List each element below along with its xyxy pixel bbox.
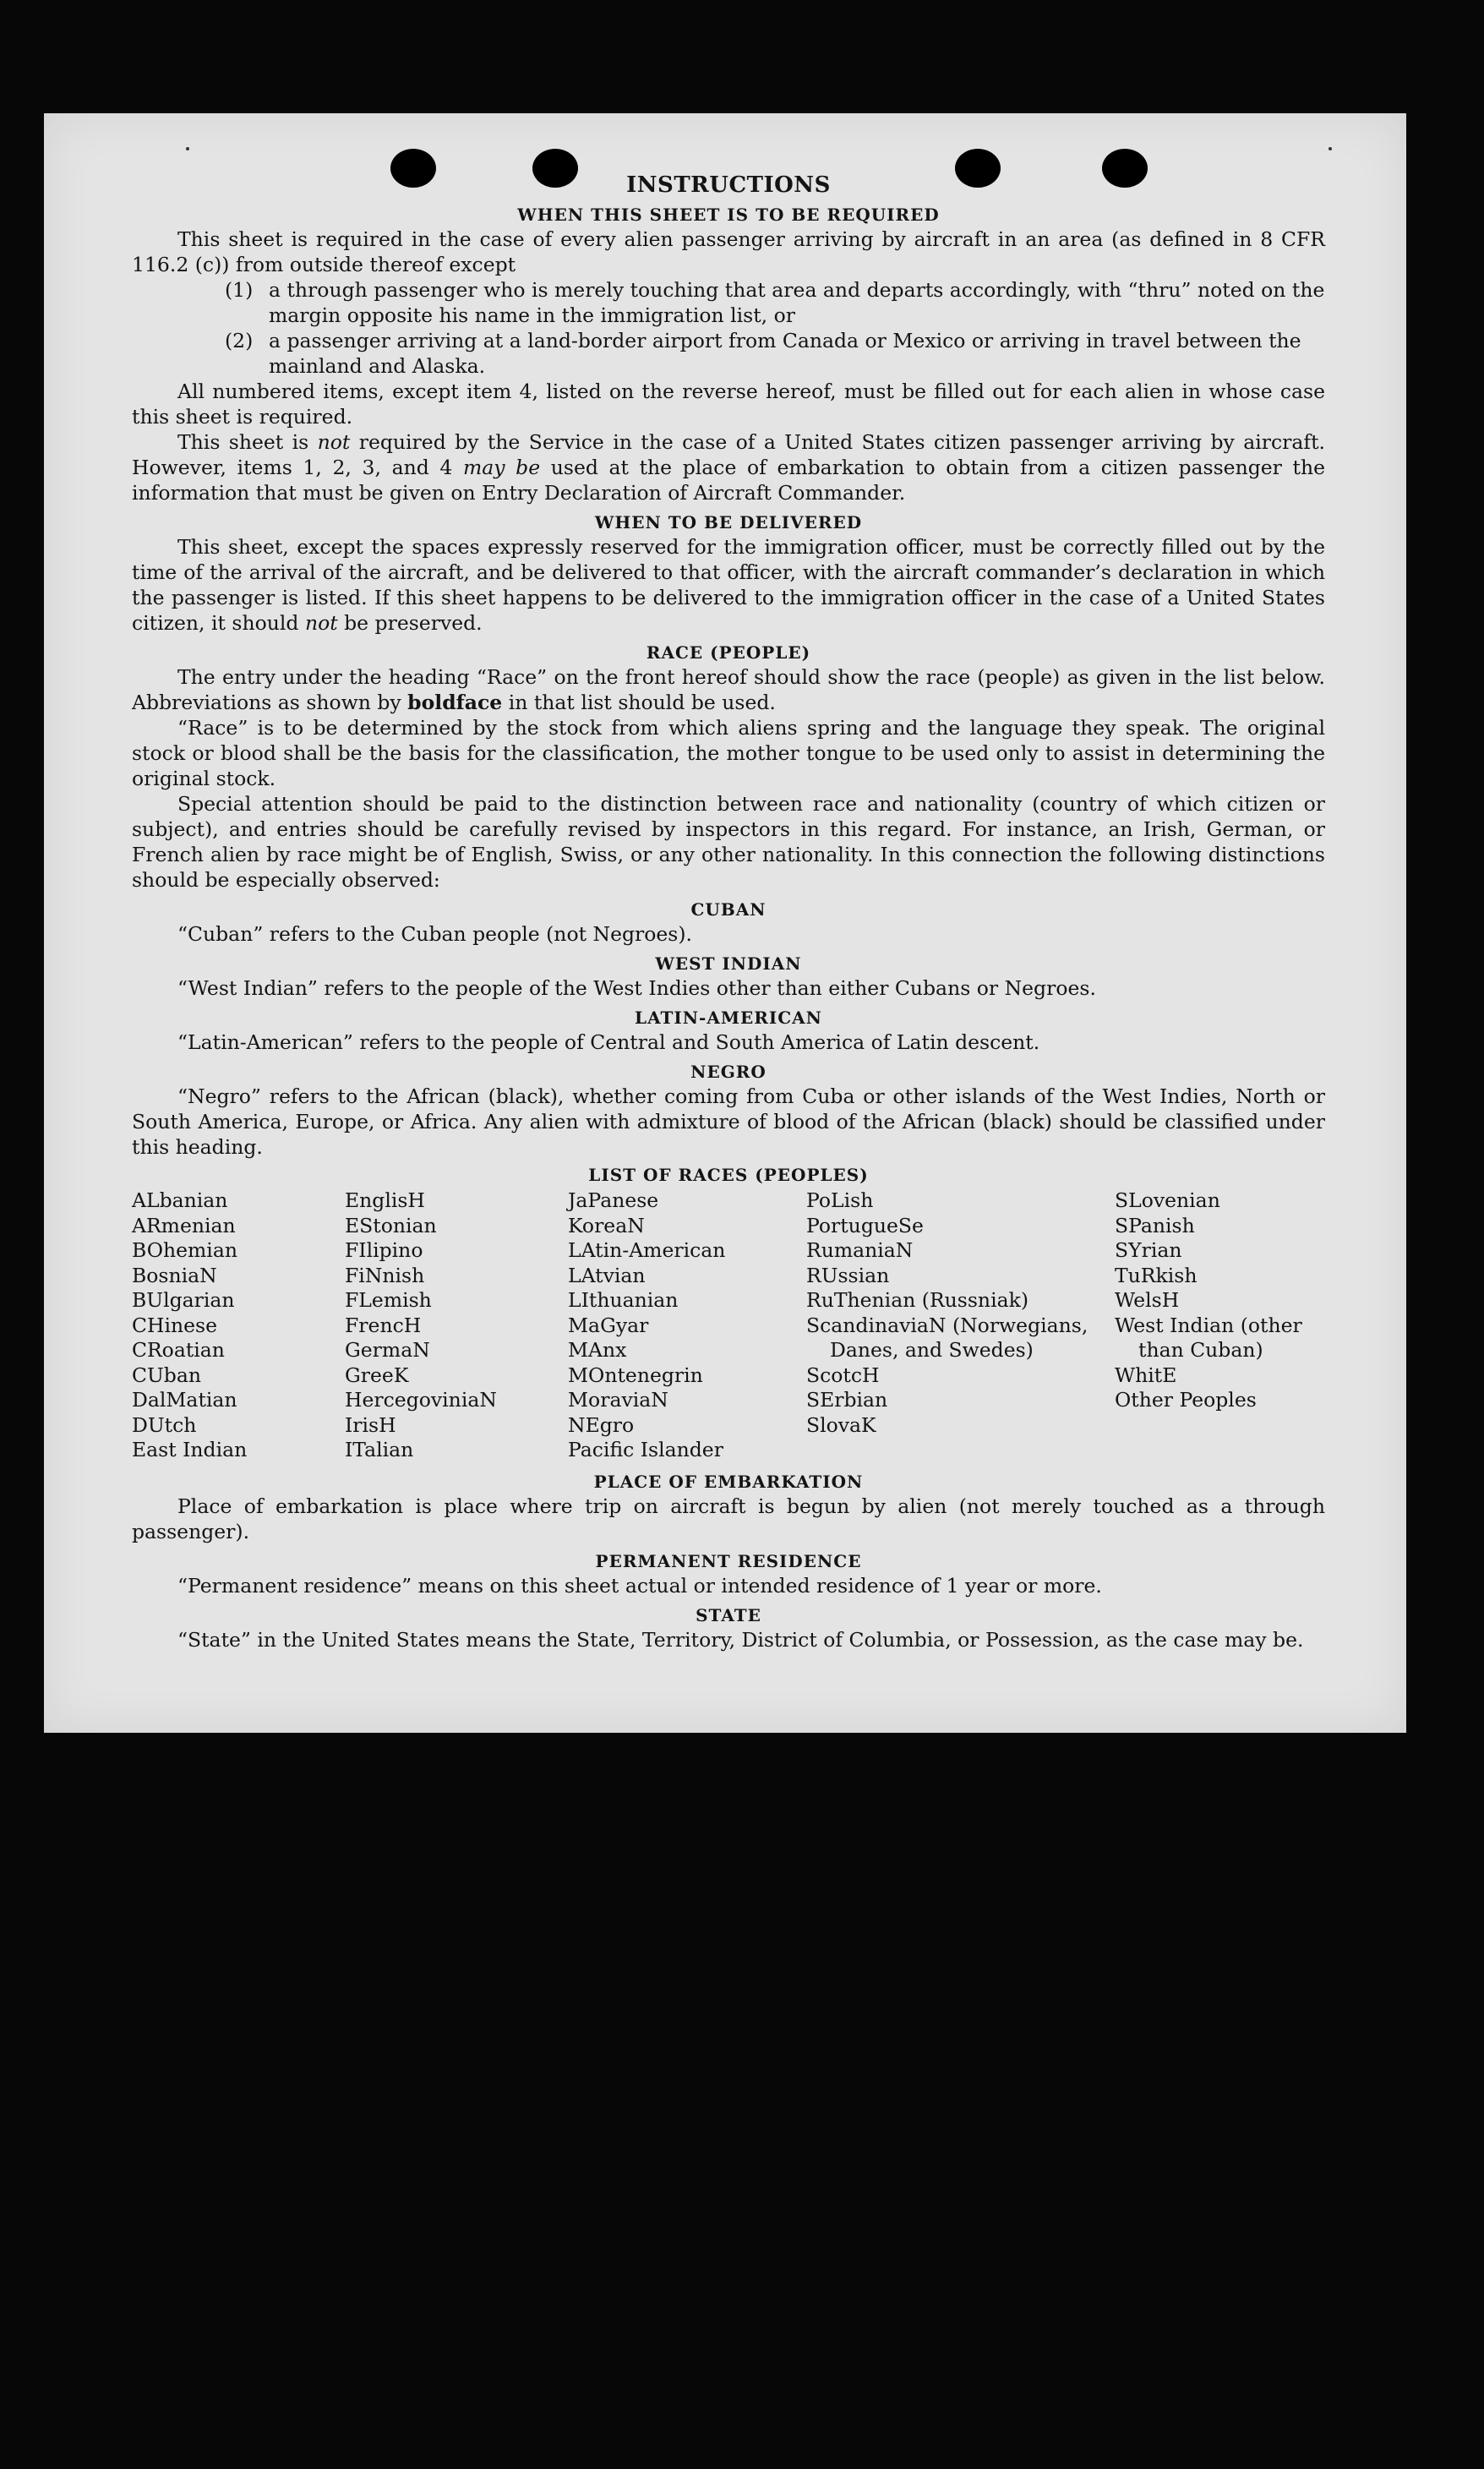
- races-column: [1115, 1188, 1325, 1463]
- race-entry: PoLish: [806, 1188, 874, 1212]
- race-entry: JaPanese: [568, 1188, 659, 1212]
- section-heading: WEST INDIAN: [655, 953, 802, 974]
- race-entry: RuThenian (Russniak): [806, 1288, 1028, 1312]
- item-text: a passenger arriving at a land-border airport from Canada or Mexico or arriving in travel between the mainland and Alaska.: [269, 329, 1301, 378]
- list-item: [225, 328, 1325, 379]
- paragraph: This sheet is required in the case of every alien passenger arriving by aircraft in an area (as defined in 8 CFR 116.2 (c)) from outside thereof except: [132, 227, 1325, 276]
- race-entry: ITalian: [345, 1438, 414, 1461]
- punch-hole: [532, 149, 578, 188]
- item-text: a through passenger who is merely touching that area and departs accordingly, with “thru” noted on the margin opposite his name in the immigration list, or: [269, 278, 1325, 327]
- race-entry: SPanish: [1115, 1213, 1195, 1237]
- paragraph: “Cuban” refers to the Cuban people (not Negroes).: [177, 922, 693, 946]
- race-entry: MAnx: [568, 1338, 627, 1362]
- paragraph: “Permanent residence” means on this sheet actual or intended residence of 1 year or more.: [177, 1573, 1102, 1598]
- section-heading: WHEN TO BE DELIVERED: [594, 512, 863, 533]
- dust-speck: [186, 147, 189, 150]
- paragraph: “Negro” refers to the African (black), whether coming from Cuba or other islands of the West Indies, North or South America, Europe, or Africa. Any alien with admixture of blood of the African (black) should be classified under this heading.: [132, 1084, 1325, 1159]
- race-entry: EnglisH: [345, 1188, 425, 1212]
- item-number: (1): [225, 278, 254, 302]
- race-entry: HercegoviniaN: [345, 1388, 497, 1412]
- section-heading: STATE: [696, 1604, 761, 1625]
- race-entry: PortugueSe: [806, 1213, 924, 1237]
- races-column: [345, 1188, 568, 1463]
- paragraph: “Race” is to be determined by the stock from which aliens spring and the language they speak. The original stock or blood shall be the basis for the classification, the mother tongue to be used only to assist in determining the original stock.: [132, 716, 1325, 790]
- paragraph: “West Indian” refers to the people of the West Indies other than either Cubans or Negroes.: [177, 976, 1096, 1000]
- race-entry: TuRkish: [1115, 1263, 1198, 1287]
- section-heading: LATIN-AMERICAN: [635, 1008, 822, 1028]
- race-entry: FiNnish: [345, 1263, 425, 1287]
- list-item: [225, 277, 1325, 328]
- section-heading: LIST OF RACES (PEOPLES): [588, 1165, 869, 1185]
- race-entry: LIthuanian: [568, 1288, 679, 1312]
- paragraph: Special attention should be paid to the distinction between race and nationality (country of which citizen or subject), and entries should be carefully revised by inspectors in this regard. For instance, an Irish, German, or French alien by race might be of English, Swiss, or any other nationality. In this connection the following distinctions should be especially observed:: [132, 792, 1325, 892]
- race-entry: FrencH: [345, 1313, 422, 1337]
- race-entry: NEgro: [568, 1412, 635, 1437]
- race-entry: CHinese: [132, 1313, 217, 1337]
- race-entry: LAtin-American: [568, 1238, 726, 1262]
- race-entry: KoreaN: [568, 1213, 645, 1237]
- paragraph: The entry under the heading “Race” on the front hereof should show the race (people) as given in the list below. Abbreviations as shown by boldface in that list should be used.: [132, 665, 1325, 714]
- paragraph: “Latin-American” refers to the people of Central and South America of Latin descent.: [177, 1030, 1040, 1054]
- section-heading: RACE (PEOPLE): [646, 642, 811, 663]
- race-entry: GermaN: [345, 1338, 430, 1362]
- race-entry: ARmenian: [132, 1213, 236, 1237]
- dust-speck: [1329, 147, 1332, 150]
- race-entry: East Indian: [132, 1438, 248, 1461]
- race-entry: GreeK: [345, 1363, 409, 1387]
- race-entry: ScandinaviaN (Norwegians, Danes, and Swedes): [806, 1313, 1088, 1362]
- race-entry: DUtch: [132, 1412, 197, 1437]
- race-entry: Pacific Islander: [568, 1438, 723, 1461]
- punch-hole: [390, 149, 436, 188]
- paragraph: This sheet is not required by the Service in the case of a United States citizen passenger arriving by aircraft. However, items 1, 2, 3, and 4 may be used at the place of embarkation to obtain from a citizen passenger the information that must be given on Entry Declaration of Aircraft Commander.: [132, 430, 1326, 505]
- paragraph: This sheet, except the spaces expressly reserved for the immigration officer, must be correctly filled out by the time of the arrival of the aircraft, and be delivered to that officer, with the aircraft commander’s declaration in which the passenger is listed. If this sheet happens to be delivered to the immigration officer in the case of a United States citizen, it should not be preserved.: [132, 535, 1325, 635]
- race-entry: SlovaK: [806, 1412, 876, 1437]
- paragraph: Place of embarkation is place where trip on aircraft is begun by alien (not merely touched as a through passenger).: [132, 1494, 1325, 1543]
- race-entry: IrisH: [345, 1412, 396, 1437]
- race-entry: Other Peoples: [1115, 1388, 1257, 1412]
- race-entry: CUban: [132, 1363, 201, 1387]
- race-entry: FLemish: [345, 1288, 432, 1312]
- race-entry: DalMatian: [132, 1388, 237, 1412]
- punch-hole: [1102, 149, 1148, 188]
- race-entry: EStonian: [345, 1213, 437, 1237]
- races-column: [806, 1188, 1115, 1463]
- race-entry: ScotcH: [806, 1363, 880, 1387]
- section-heading: CUBAN: [690, 899, 767, 920]
- race-entry: MOntenegrin: [568, 1363, 703, 1387]
- races-column: [568, 1188, 806, 1463]
- race-entry: West Indian (other than Cuban): [1115, 1313, 1302, 1362]
- section-heading: PLACE OF EMBARKATION: [593, 1471, 864, 1492]
- race-entry: FIlipino: [345, 1238, 423, 1262]
- race-entry: SLovenian: [1115, 1188, 1220, 1212]
- race-entry: WelsH: [1115, 1288, 1180, 1312]
- races-column: [132, 1188, 345, 1463]
- race-entry: MoraviaN: [568, 1388, 668, 1412]
- race-entry: CRoatian: [132, 1338, 225, 1362]
- punch-hole: [955, 149, 1001, 188]
- section-heading: NEGRO: [690, 1062, 767, 1082]
- race-entry: LAtvian: [568, 1263, 646, 1287]
- race-entry: RumaniaN: [806, 1238, 914, 1262]
- race-entry: WhitE: [1115, 1363, 1177, 1387]
- race-entry: BUlgarian: [132, 1288, 235, 1312]
- item-number: (2): [225, 329, 254, 352]
- race-entry: SErbian: [806, 1388, 888, 1412]
- race-entry: MaGyar: [568, 1313, 649, 1337]
- race-entry: BOhemian: [132, 1238, 237, 1262]
- races-list: [132, 1188, 1325, 1463]
- document-sheet: [44, 113, 1406, 1733]
- race-entry: BosniaN: [132, 1263, 217, 1287]
- paragraph: All numbered items, except item 4, listed on the reverse hereof, must be filled out for each alien in whose case this sheet is required.: [132, 380, 1325, 429]
- section-heading: PERMANENT RESIDENCE: [595, 1550, 862, 1571]
- race-entry: ALbanian: [132, 1188, 228, 1212]
- page-title: INSTRUCTIONS: [626, 172, 831, 198]
- race-entry: RUssian: [806, 1263, 890, 1287]
- race-entry: SYrian: [1115, 1238, 1182, 1262]
- paragraph: “State” in the United States means the State, Territory, District of Columbia, or Possession, as the case may be.: [177, 1627, 1304, 1652]
- section-heading: WHEN THIS SHEET IS TO BE REQUIRED: [517, 205, 940, 225]
